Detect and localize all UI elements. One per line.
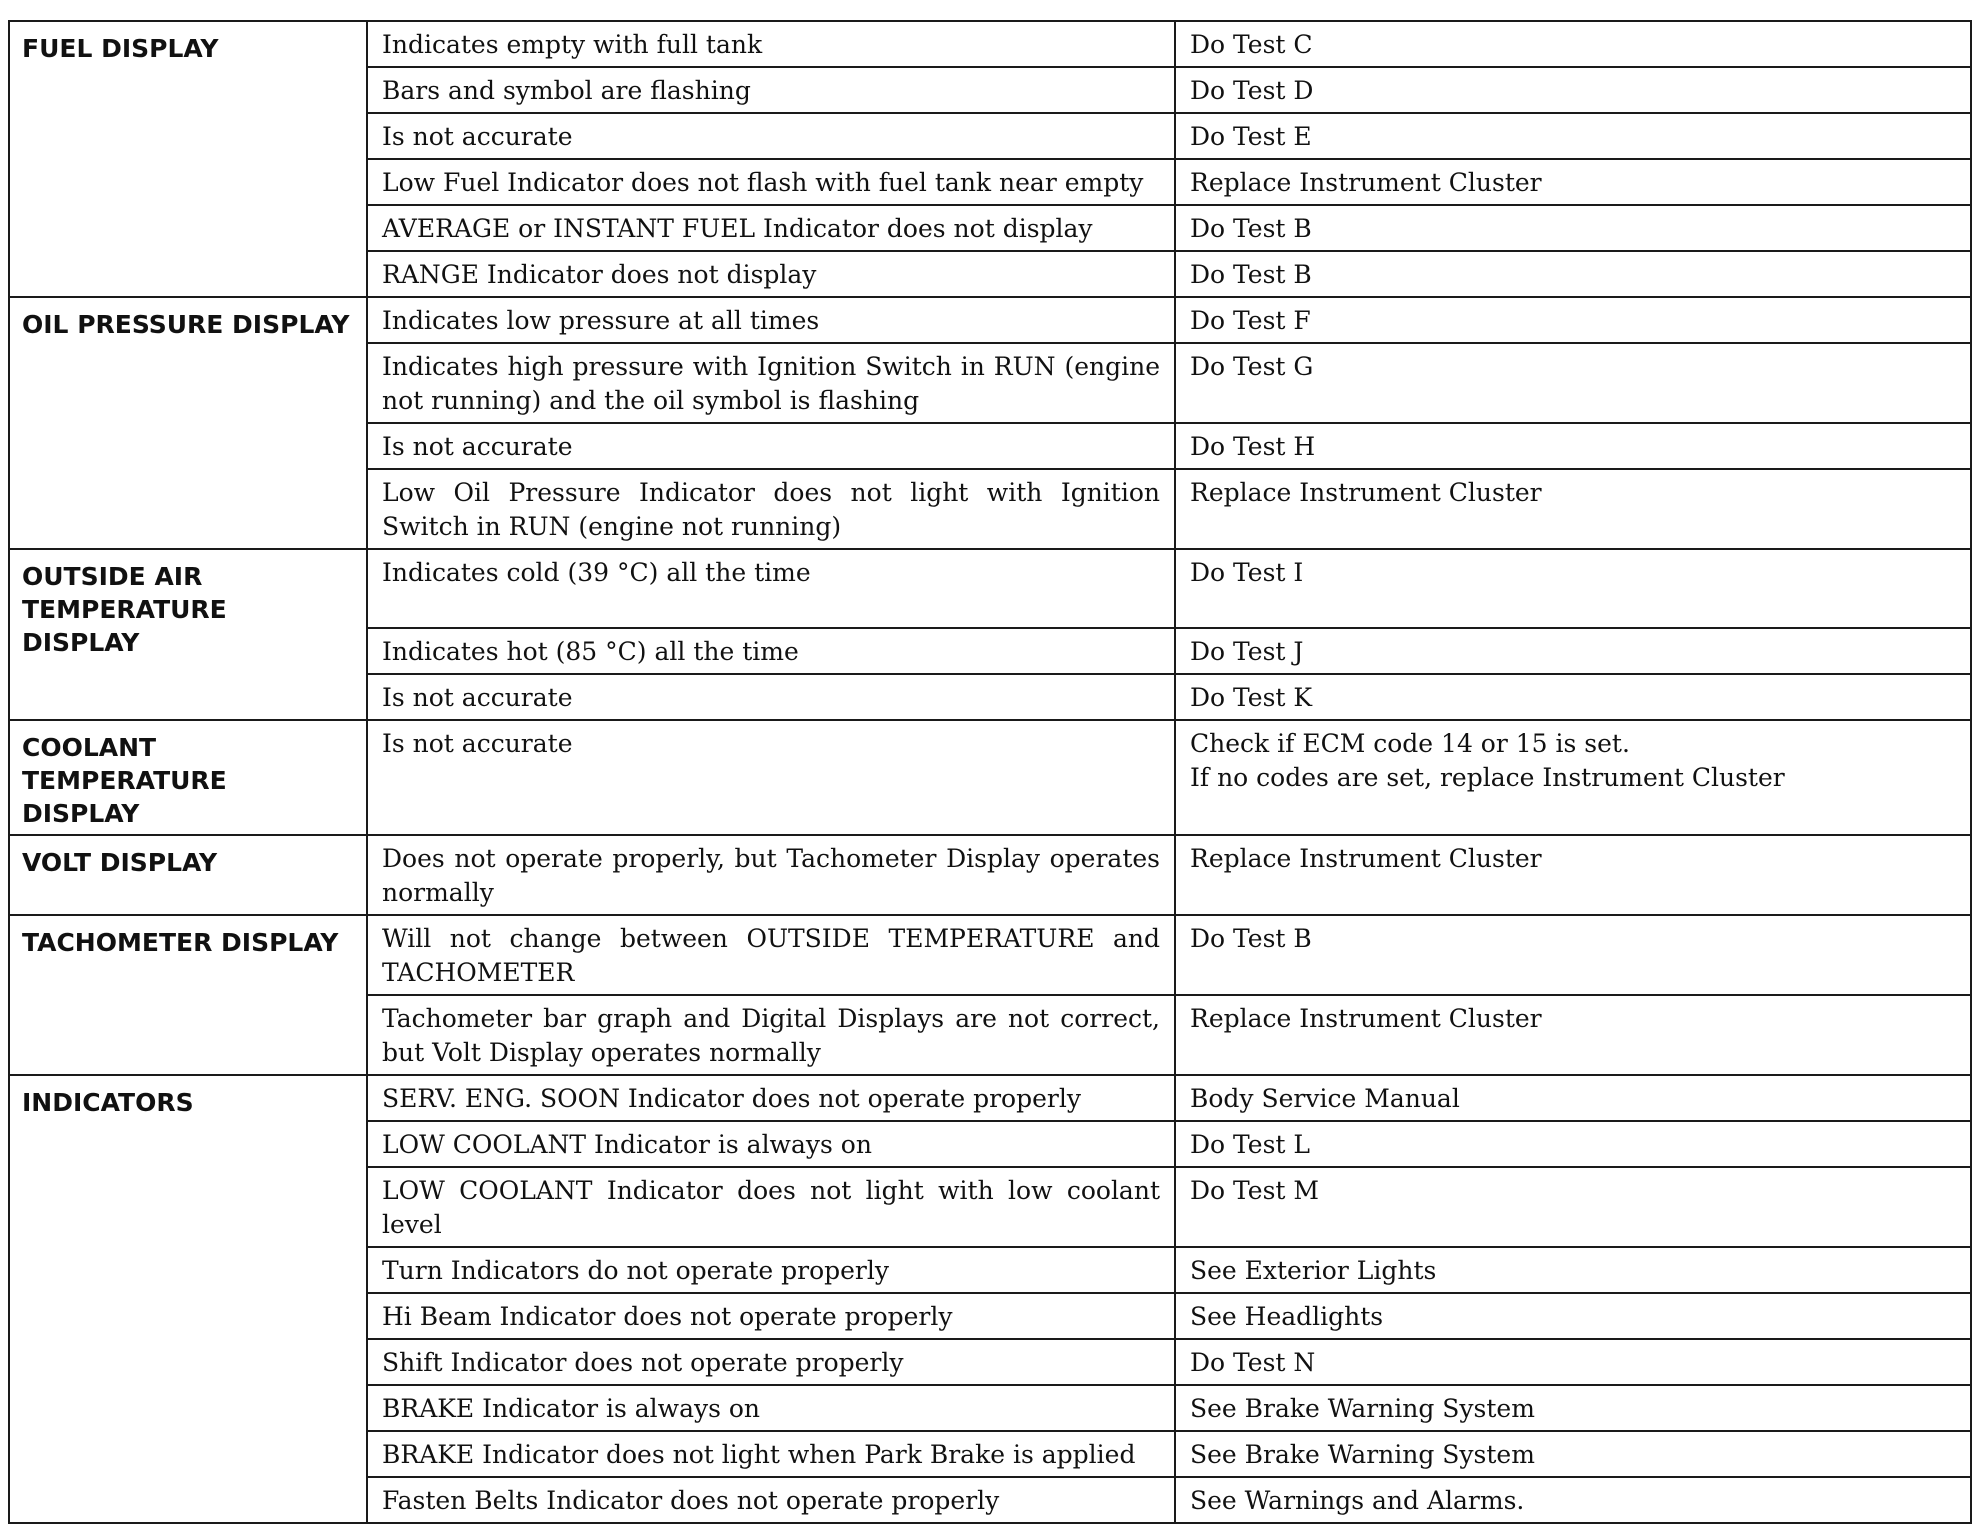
action-cell: Do Test E [1175,113,1971,159]
condition-cell: Fasten Belts Indicator does not operate properly [367,1477,1175,1523]
condition-cell: AVERAGE or INSTANT FUEL Indicator does not display [367,205,1175,251]
action-cell: Do Test M [1175,1167,1971,1247]
condition-cell: SERV. ENG. SOON Indicator does not operate properly [367,1075,1175,1121]
condition-cell: Is not accurate [367,674,1175,720]
condition-cell: Will not change between OUTSIDE TEMPERATURE and TACHOMETER [367,915,1175,995]
action-cell: Do Test B [1175,915,1971,995]
condition-cell: Is not accurate [367,720,1175,835]
action-cell: Do Test K [1175,674,1971,720]
action-cell: Do Test B [1175,205,1971,251]
action-cell: Do Test N [1175,1339,1971,1385]
table-row [9,915,1971,995]
table-row [9,835,1971,915]
condition-cell: LOW COOLANT Indicator is always on [367,1121,1175,1167]
action-cell: Replace Instrument Cluster [1175,159,1971,205]
action-cell: See Brake Warning System [1175,1431,1971,1477]
condition-cell: Hi Beam Indicator does not operate properly [367,1293,1175,1339]
action-cell: Replace Instrument Cluster [1175,835,1971,915]
action-cell: Do Test I [1175,549,1971,628]
condition-cell: Is not accurate [367,423,1175,469]
condition-cell: Tachometer bar graph and Digital Displays are not correct, but Volt Display operates normally [367,995,1175,1075]
condition-cell: Shift Indicator does not operate properly [367,1339,1175,1385]
action-cell: Body Service Manual [1175,1075,1971,1121]
system-cell-coolant-temperature-display: COOLANT TEMPERATURE DISPLAY [9,720,367,835]
system-cell-fuel-display: FUEL DISPLAY [9,21,367,297]
table-row [9,1075,1971,1121]
action-cell: Replace Instrument Cluster [1175,995,1971,1075]
action-cell: Do Test B [1175,251,1971,297]
system-cell-tachometer-display: TACHOMETER DISPLAY [9,915,367,1075]
condition-cell: Does not operate properly, but Tachometer Display operates normally [367,835,1175,915]
condition-cell: Indicates low pressure at all times [367,297,1175,343]
condition-cell: Indicates cold (39 °C) all the time [367,549,1175,628]
system-cell-indicators: INDICATORS [9,1075,367,1523]
condition-cell: Turn Indicators do not operate properly [367,1247,1175,1293]
action-cell: See Warnings and Alarms. [1175,1477,1971,1523]
action-cell: Replace Instrument Cluster [1175,469,1971,549]
condition-cell: Low Fuel Indicator does not flash with fuel tank near empty [367,159,1175,205]
condition-cell: Bars and symbol are flashing [367,67,1175,113]
condition-cell: Is not accurate [367,113,1175,159]
condition-cell: BRAKE Indicator is always on [367,1385,1175,1431]
condition-cell: Indicates empty with full tank [367,21,1175,67]
table-row [9,720,1971,835]
diagnosis-table [8,20,1972,1524]
action-cell: Do Test C [1175,21,1971,67]
condition-cell: BRAKE Indicator does not light when Park Brake is applied [367,1431,1175,1477]
action-cell: Do Test H [1175,423,1971,469]
action-cell: Do Test D [1175,67,1971,113]
action-cell: See Headlights [1175,1293,1971,1339]
system-cell-volt-display: VOLT DISPLAY [9,835,367,915]
action-cell: See Brake Warning System [1175,1385,1971,1431]
action-cell: Do Test L [1175,1121,1971,1167]
condition-cell: LOW COOLANT Indicator does not light with low coolant level [367,1167,1175,1247]
condition-cell: Indicates high pressure with Ignition Switch in RUN (engine not running) and the oil symbol is flashing [367,343,1175,423]
action-cell: Do Test J [1175,628,1971,674]
action-cell: Do Test G [1175,343,1971,423]
system-cell-oil-pressure-display: OIL PRESSURE DISPLAY [9,297,367,549]
action-cell: Do Test F [1175,297,1971,343]
condition-cell: Indicates hot (85 °C) all the time [367,628,1175,674]
action-cell: Check if ECM code 14 or 15 is set. If no codes are set, replace Instrument Cluster [1175,720,1971,835]
condition-cell: Low Oil Pressure Indicator does not light with Ignition Switch in RUN (engine not running) [367,469,1175,549]
condition-cell: RANGE Indicator does not display [367,251,1175,297]
table-row [9,21,1971,67]
system-cell-outside-air-temperature-display: OUTSIDE AIR TEMPERATURE DISPLAY [9,549,367,720]
action-cell: See Exterior Lights [1175,1247,1971,1293]
table-row [9,297,1971,343]
table-row [9,549,1971,628]
